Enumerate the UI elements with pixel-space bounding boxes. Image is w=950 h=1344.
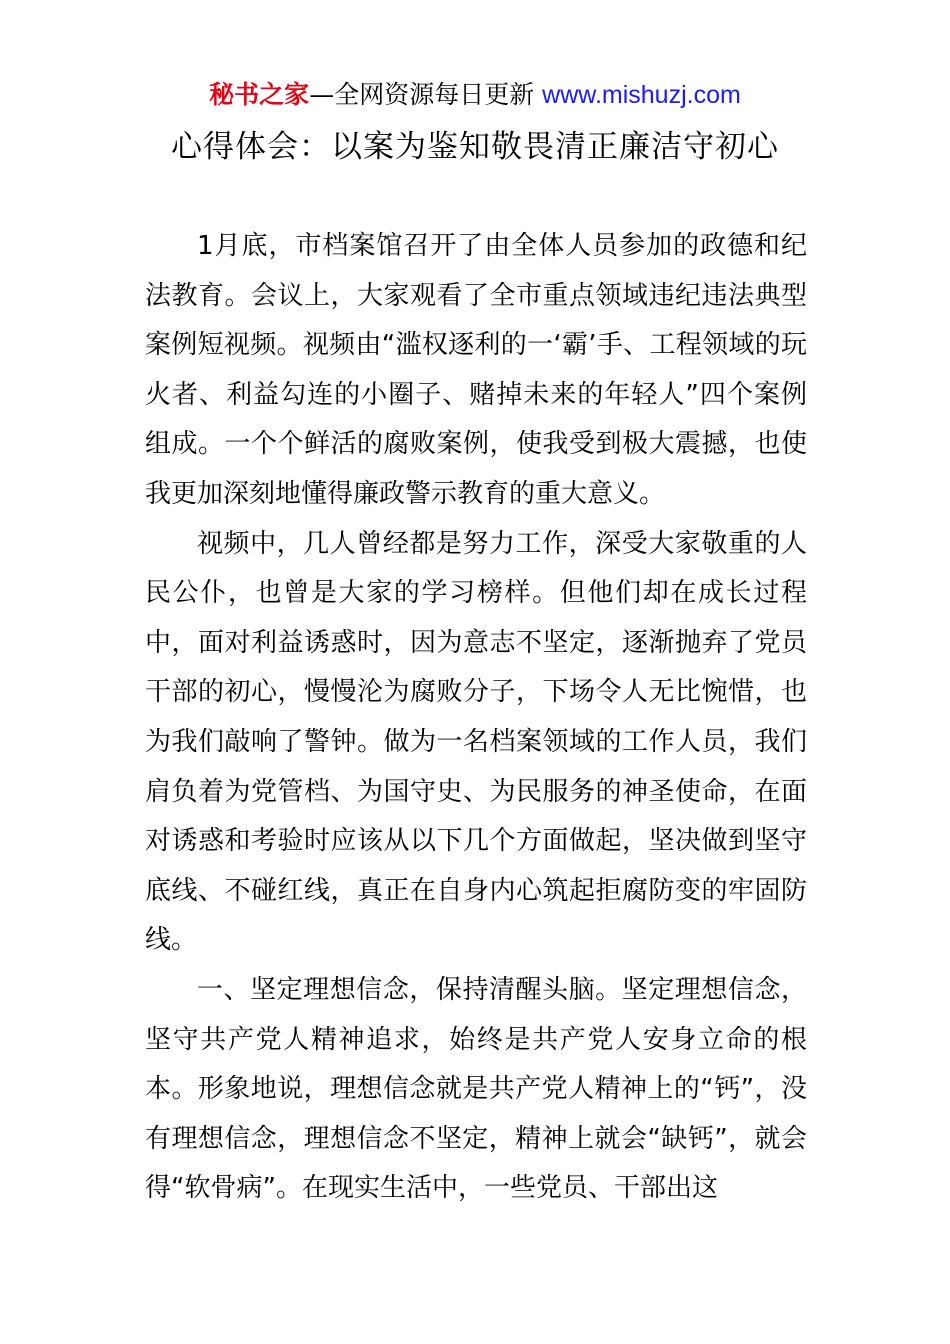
paragraph-1: 1月底，市档案馆召开了由全体人员参加的政德和纪法教育。会议上，大家观看了全市重点领域违纪违法典型案例短视频。视频由“滥权逐利的一‘霸’手、工程领域的玩火者、利益勾连的小圈子、赌掉未来的年轻人”四个案例组成。一个个鲜活的腐败案例，使我受到极大震撼，也使我更加深刻地懂得廉政警示教育的重大意义。	[145, 231, 807, 509]
site-url-link[interactable]: www.mishuzj.com	[542, 81, 741, 109]
paragraph-3: 一、坚定理想信念，保持清醒头脑。坚定理想信念，坚守共产党人精神追求，始终是共产党人安身立命的根本。形象地说，理想信念就是共产党人精神上的“钙”，没有理想信念，理想信念不坚定，精神上就会“缺钙”，就会得“软骨病”。在现实生活中，一些党员、干部出这	[145, 974, 807, 1204]
site-tagline: —全网资源每日更新	[309, 80, 535, 109]
site-header	[0, 78, 950, 112]
site-brand: 秘书之家	[209, 80, 310, 109]
document-title: 心得体会：以案为鉴知敬畏清正廉洁守初心	[171, 129, 779, 165]
document-body	[145, 222, 807, 1214]
paragraph-2: 视频中，几人曾经都是努力工作，深受大家敬重的人民公仆，也曾是大家的学习榜样。但他们却在成长过程中，面对利益诱惑时，因为意志不坚定，逐渐抛弃了党员干部的初心，慢慢沦为腐败分子，下场令人无比惋惜，也为我们敲响了警钟。做为一名档案领域的工作人员，我们肩负着为党管档、为国守史、为民服务的神圣使命，在面对诱惑和考验时应该从以下几个方面做起，坚决做到坚守底线、不碰红线，真正在自身内心筑起拒腐防变的牢固防线。	[145, 528, 807, 956]
